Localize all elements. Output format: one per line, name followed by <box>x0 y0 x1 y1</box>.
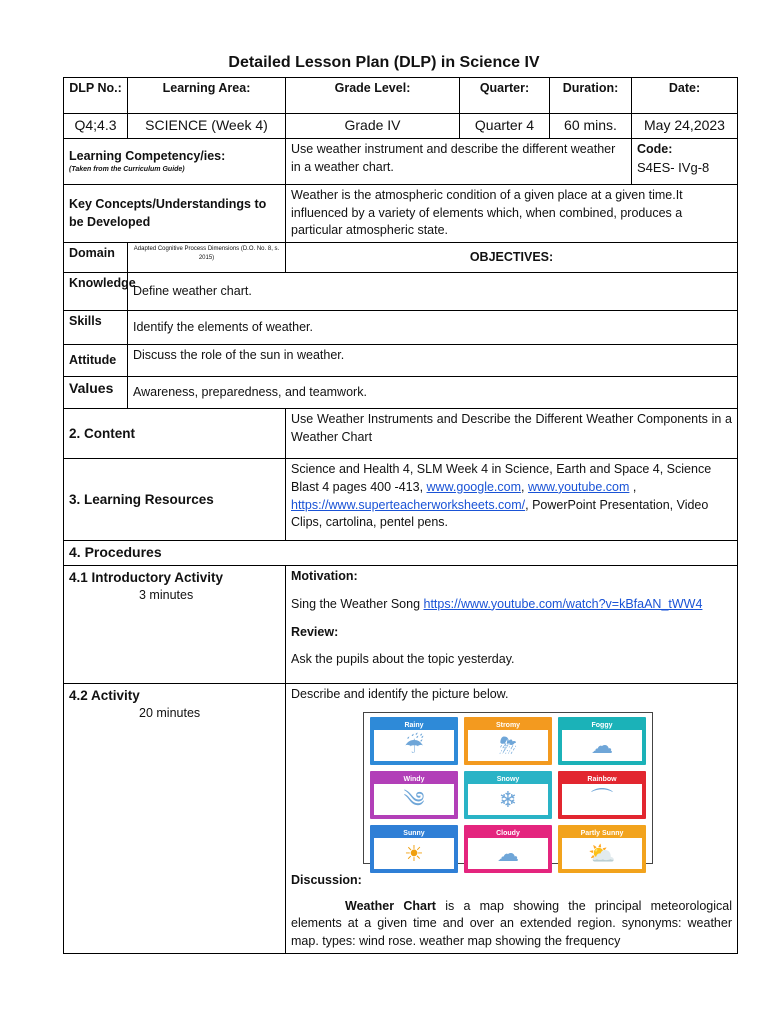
grade-level-value: Grade IV <box>286 114 460 139</box>
code-cell <box>632 138 738 184</box>
procedures-row <box>64 541 738 566</box>
resources-intro: Science and Health 4, SLM Week 4 in Science, Earth and Space 4, Science Blast 4 pages 400 -413, <box>291 462 712 494</box>
intro-activity-cell <box>64 566 286 684</box>
objective-row <box>64 345 738 377</box>
dlp-no-value: Q4;4.3 <box>64 114 128 139</box>
weather-card-rainy <box>370 717 458 765</box>
content-row <box>64 409 738 459</box>
google-link[interactable]: www.google.com <box>426 479 522 494</box>
key-concepts-row <box>64 184 738 242</box>
weather-card-partly-sunny <box>558 825 646 873</box>
key-concepts-text: Weather is the atmospheric condition of a given place at a given time.It influenced by a variety of elements which, when combined, produces a particular atmospheric state. <box>286 184 738 242</box>
weather-card-cloudy <box>464 825 552 873</box>
weather-chart-image <box>363 712 653 867</box>
resources-label: 3. Learning Resources <box>64 459 286 541</box>
storm-cloud-icon: ⛈ <box>499 732 517 758</box>
intro-activity-row <box>64 566 738 684</box>
quarter-label: Quarter: <box>460 78 550 114</box>
discussion-definition: is a map showing the principal meteorological elements at a given time and over an extended region. synonyms: weather map. types: wind rose. weather map showing the frequency <box>291 898 732 948</box>
competency-label: Learning Competency/ies: <box>69 148 226 163</box>
content-text: Use Weather Instruments and Describe the Different Weather Components in a Weather Chart <box>286 409 738 459</box>
competency-row <box>64 138 738 184</box>
activity-row <box>64 684 738 954</box>
weather-song-link[interactable]: https://www.youtube.com/watch?v=kBfaAN_tWW4 <box>423 596 703 611</box>
competency-text: Use weather instrument and describe the different weather in a weather chart. <box>286 138 632 184</box>
dlp-no-label: DLP No.: <box>64 78 128 114</box>
code-label: Code: <box>637 141 673 156</box>
activity-time: 20 minutes <box>139 706 201 721</box>
rainbow-icon: ⌒ <box>590 786 613 812</box>
weather-card-label: Cloudy <box>468 829 548 838</box>
duration-label: Duration: <box>550 78 632 114</box>
activity-label: 4.2 Activity <box>69 688 140 703</box>
domain-label: Domain <box>64 243 128 273</box>
procedures-label: 4. Procedures <box>64 541 738 566</box>
weather-card-label: Stromy <box>468 721 548 730</box>
objectives-heading: OBJECTIVES: <box>286 243 738 273</box>
resources-outro: , PowerPoint Presentation, Video Clips, cartolina, pentel pens. <box>291 497 709 530</box>
resources-text <box>286 459 738 541</box>
weather-card-label: Rainbow <box>562 775 642 784</box>
knowledge-text: Define weather chart. <box>128 273 738 311</box>
duration-value: 60 mins. <box>550 114 632 139</box>
superteacher-link[interactable]: https://www.superteacherworksheets.com/ <box>291 497 526 512</box>
values-text: Awareness, preparedness, and teamwork. <box>128 377 738 409</box>
weather-card-sunny <box>370 825 458 873</box>
values-label: Values <box>64 377 128 409</box>
resources-sep: , <box>629 479 637 494</box>
fog-icon: ☁ <box>591 732 613 758</box>
code-value: S4ES- IVg-8 <box>637 159 710 175</box>
competency-label-cell <box>64 138 286 184</box>
page-title: Detailed Lesson Plan (DLP) in Science IV <box>228 54 540 71</box>
objective-row <box>64 311 738 345</box>
weather-card-label: Snowy <box>468 775 548 784</box>
intro-activity-time: 3 minutes <box>139 588 194 603</box>
weather-card-stromy <box>464 717 552 765</box>
key-concepts-label: Key Concepts/Understandings to be Developed <box>64 184 286 242</box>
skills-label: Skills <box>64 311 128 345</box>
sun-icon: ☀ <box>404 841 424 867</box>
learning-area-label: Learning Area: <box>128 78 286 114</box>
discussion-term: Weather Chart <box>345 898 436 913</box>
motivation-label: Motivation: <box>291 569 358 583</box>
weather-card-label: Partly Sunny <box>562 829 642 838</box>
learning-area-value: SCIENCE (Week 4) <box>128 114 286 139</box>
review-text: Ask the pupils about the topic yesterday. <box>291 652 515 667</box>
attitude-text: Discuss the role of the sun in weather. <box>128 345 738 377</box>
values-row <box>64 114 738 139</box>
domain-note: Adapted Cognitive Process Dimensions (D.O. No. 8, s. 2015) <box>128 243 286 273</box>
weather-card-label: Foggy <box>562 721 642 730</box>
weather-card-foggy <box>558 717 646 765</box>
activity-body <box>286 684 738 954</box>
discussion-text <box>291 898 732 951</box>
intro-activity-body <box>286 566 738 684</box>
review-label: Review: <box>291 624 339 639</box>
weather-card-windy <box>370 771 458 819</box>
youtube-link[interactable]: www.youtube.com <box>527 479 630 494</box>
motivation-lead: Sing the Weather Song <box>291 596 424 611</box>
rain-cloud-icon: ☔ <box>404 732 424 758</box>
skills-text: Identify the elements of weather. <box>128 311 738 345</box>
activity-instruction: Describe and identify the picture below. <box>291 687 509 701</box>
attitude-label: Attitude <box>64 345 128 377</box>
knowledge-label: Knowledge <box>64 273 128 311</box>
quarter-value: Quarter 4 <box>460 114 550 139</box>
domain-row <box>64 243 738 273</box>
objective-row <box>64 377 738 409</box>
date-value: May 24,2023 <box>632 114 738 139</box>
weather-card-label: Windy <box>374 775 454 784</box>
objective-row <box>64 273 738 311</box>
partly-sunny-icon: ⛅ <box>588 841 616 867</box>
intro-activity-label: 4.1 Introductory Activity <box>69 570 224 585</box>
header-row <box>64 78 738 114</box>
motivation-text <box>291 596 732 614</box>
weather-card-label: Sunny <box>374 829 454 838</box>
lesson-plan-table <box>63 77 738 954</box>
activity-cell <box>64 684 286 954</box>
cloud-icon: ☁ <box>497 841 519 867</box>
content-label: 2. Content <box>64 409 286 459</box>
weather-card-snowy <box>464 771 552 819</box>
wind-icon: ༄ <box>403 786 425 812</box>
discussion-label: Discussion: <box>291 872 362 887</box>
snow-icon: ❄ <box>498 786 518 812</box>
competency-note: (Taken from the Curriculum Guide) <box>69 166 185 174</box>
resources-sep: , <box>521 479 528 494</box>
weather-card-label: Rainy <box>374 721 454 730</box>
grade-level-label: Grade Level: <box>286 78 460 114</box>
resources-row <box>64 459 738 541</box>
weather-card-rainbow <box>558 771 646 819</box>
date-label: Date: <box>632 78 738 114</box>
